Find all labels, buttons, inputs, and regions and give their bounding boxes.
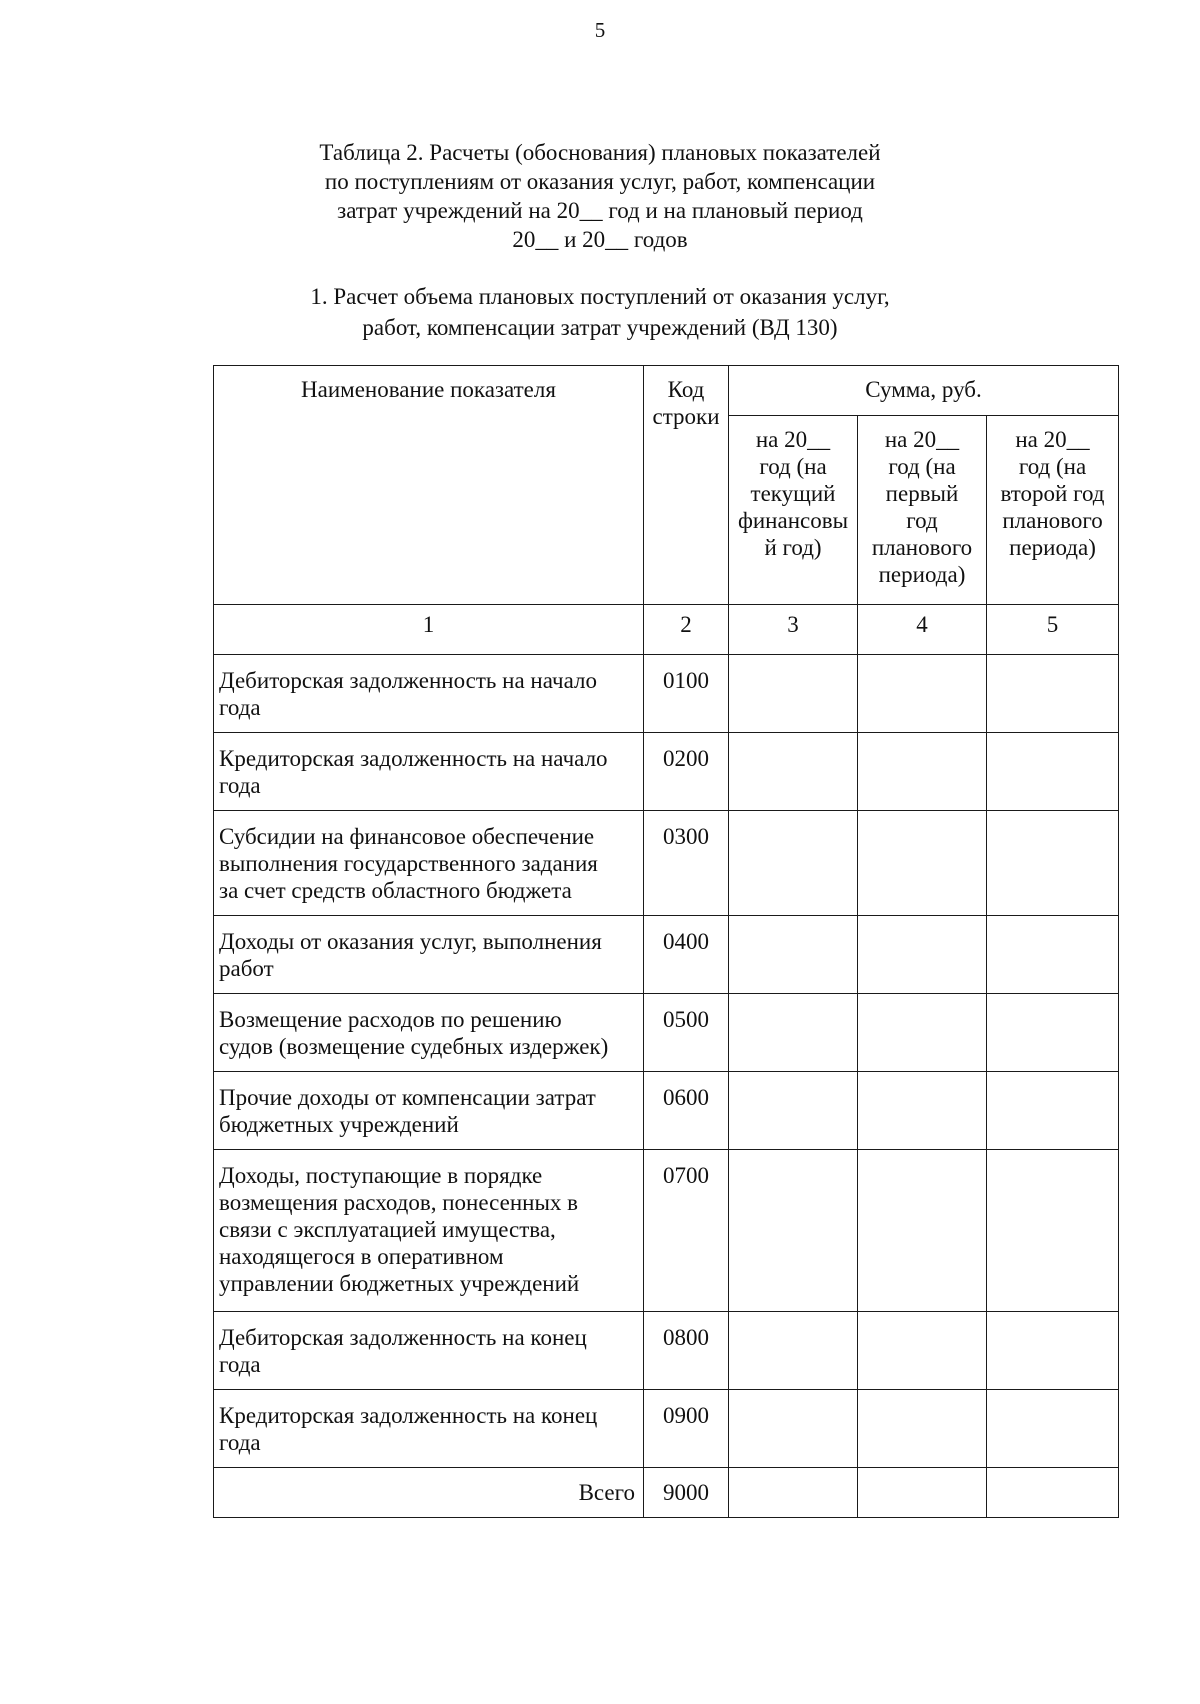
value-cell (729, 1312, 858, 1390)
value-cell (729, 916, 858, 994)
value-cell (858, 655, 987, 733)
row-code: 0100 (644, 655, 729, 733)
table-row (214, 1150, 1119, 1312)
column-number: 5 (987, 605, 1119, 655)
total-code: 9000 (644, 1468, 729, 1518)
table-row (214, 1390, 1119, 1468)
row-code: 0900 (644, 1390, 729, 1468)
value-cell (858, 1312, 987, 1390)
table-row (214, 811, 1119, 916)
value-cell (987, 1312, 1119, 1390)
value-cell (987, 733, 1119, 811)
table-row (214, 733, 1119, 811)
value-cell (858, 811, 987, 916)
subtitle-line: 1. Расчет объема плановых поступлений от оказания услуг, (310, 284, 890, 309)
value-cell (987, 916, 1119, 994)
indicator-name: Прочие доходы от компенсации затрат бюджетных учреждений (214, 1072, 644, 1150)
value-cell (729, 1390, 858, 1468)
title-line: Таблица 2. Расчеты (обоснования) плановых показателей (319, 140, 881, 165)
header-first-plan-year: на 20__ год (на первый год планового периода) (858, 416, 987, 605)
header-indicator-name: Наименование показателя (214, 366, 644, 605)
indicator-name: Субсидии на финансовое обеспечение выполнения государственного задания за счет средств областного бюджета (214, 811, 644, 916)
table-row (214, 994, 1119, 1072)
value-cell (729, 994, 858, 1072)
table-row (214, 1312, 1119, 1390)
indicator-name: Дебиторская задолженность на конец года (214, 1312, 644, 1390)
indicator-name: Кредиторская задолженность на конец года (214, 1390, 644, 1468)
value-cell (729, 1072, 858, 1150)
indicator-name: Дебиторская задолженность на начало года (214, 655, 644, 733)
indicator-name: Доходы, поступающие в порядке возмещения расходов, понесенных в связи с эксплуатацией имущества, находящегося в оперативном управлении бюджетных учреждений (214, 1150, 644, 1312)
value-cell (858, 733, 987, 811)
value-cell (987, 1468, 1119, 1518)
column-number: 2 (644, 605, 729, 655)
value-cell (858, 994, 987, 1072)
column-number: 4 (858, 605, 987, 655)
value-cell (729, 1150, 858, 1312)
header-second-plan-year: на 20__ год (на второй год планового периода) (987, 416, 1119, 605)
value-cell (858, 1390, 987, 1468)
row-code: 0400 (644, 916, 729, 994)
row-code: 0600 (644, 1072, 729, 1150)
value-cell (729, 811, 858, 916)
title-line: затрат учреждений на 20__ год и на плановый период (337, 198, 863, 223)
row-code: 0300 (644, 811, 729, 916)
title-line: 20__ и 20__ годов (512, 227, 688, 252)
table-title (290, 138, 910, 254)
indicator-name: Возмещение расходов по решению судов (возмещение судебных издержек) (214, 994, 644, 1072)
section-title (290, 281, 910, 343)
row-code: 0800 (644, 1312, 729, 1390)
header-sum: Сумма, руб. (729, 366, 1119, 416)
value-cell (987, 1390, 1119, 1468)
row-code: 0200 (644, 733, 729, 811)
column-number: 3 (729, 605, 858, 655)
value-cell (987, 1150, 1119, 1312)
table-row (214, 655, 1119, 733)
subtitle-line: работ, компенсации затрат учреждений (ВД 130) (362, 315, 838, 340)
row-code: 0500 (644, 994, 729, 1072)
value-cell (858, 1150, 987, 1312)
value-cell (987, 994, 1119, 1072)
column-number: 1 (214, 605, 644, 655)
table-row (214, 1072, 1119, 1150)
header-row (214, 366, 1119, 416)
value-cell (987, 811, 1119, 916)
indicator-name: Доходы от оказания услуг, выполнения работ (214, 916, 644, 994)
column-numbers-row (214, 605, 1119, 655)
page-number: 5 (594, 18, 606, 42)
total-label: Всего (214, 1468, 644, 1518)
value-cell (858, 1468, 987, 1518)
value-cell (987, 655, 1119, 733)
value-cell (729, 733, 858, 811)
value-cell (858, 916, 987, 994)
value-cell (858, 1072, 987, 1150)
total-row (214, 1468, 1119, 1518)
indicator-name: Кредиторская задолженность на начало года (214, 733, 644, 811)
header-current-year: на 20__ год (на текущий финансовы й год) (729, 416, 858, 605)
row-code: 0700 (644, 1150, 729, 1312)
value-cell (729, 655, 858, 733)
value-cell (987, 1072, 1119, 1150)
header-row-code: Код строки (644, 366, 729, 605)
table-row (214, 916, 1119, 994)
calculation-table (213, 365, 1119, 1518)
value-cell (729, 1468, 858, 1518)
title-line: по поступлениям от оказания услуг, работ, компенсации (324, 169, 876, 194)
